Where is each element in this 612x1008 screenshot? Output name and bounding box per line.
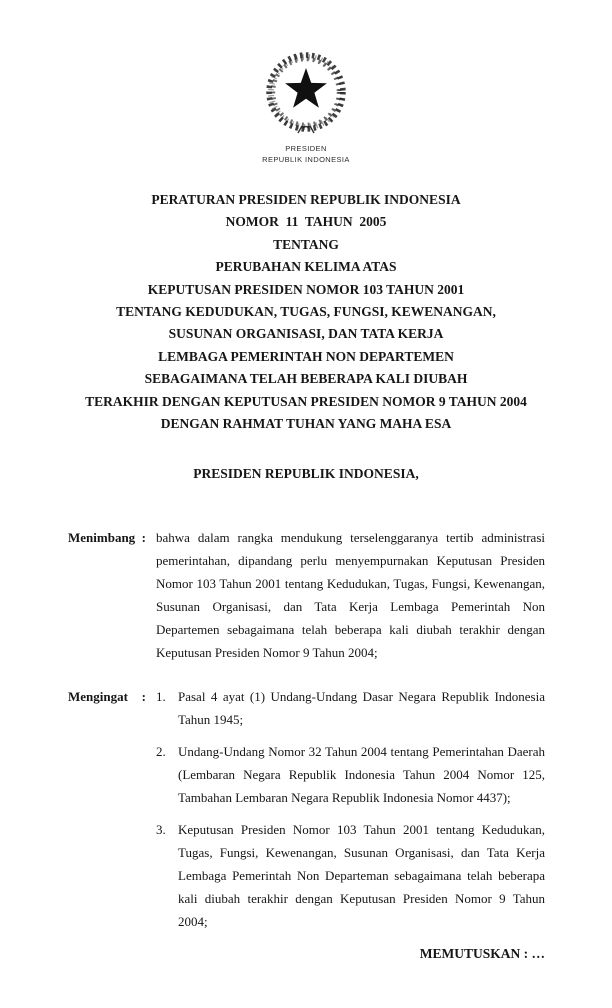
section-menimbang [68,526,545,664]
menimbang-paragraph: bahwa dalam rangka mendukung terselenggaranya tertib administrasi pemerintahan, dipandang perlu menyempurnakan Keputusan Presiden Nomor 103 Tahun 2001 tentang Kedudukan, Tugas, Fungsi, Kewenangan, Susunan Organisasi, dan Tata Kerja Lembaga Pemerintah Non Departemen sebagaimana telah beberapa kali diubah terakhir dengan Keputusan Presiden Nomor 9 Tahun 2004; [156,530,545,661]
letterhead-presiden-label: PRESIDEN [285,144,327,153]
title-line-lembaga: LEMBAGA PEMERINTAH NON DEPARTEMEN [158,348,454,364]
menimbang-content [156,526,545,664]
title-line-sebagaimana: SEBAGAIMANA TELAH BEBERAPA KALI DIUBAH [144,371,468,387]
title-line-keputusan: KEPUTUSAN PRESIDEN NOMOR 103 TAHUN 2001 [147,281,465,297]
title-line-kedudukan: TENTANG KEDUDUKAN, TUGAS, FUNGSI, KEWENANGAN, [116,304,496,320]
mengingat-colon: : [141,689,146,705]
memutuskan-line: MEMUTUSKAN : … [419,946,545,962]
salutation-line: PRESIDEN REPUBLIK INDONESIA, [193,466,419,482]
legal-basis-item [156,685,545,731]
item-number: 3. [156,822,166,838]
legal-basis-item [156,818,545,933]
title-line-perubahan: PERUBAHAN KELIMA ATAS [215,259,397,275]
title-line-rahmat: DENGAN RAHMAT TUHAN YANG MAHA ESA [160,416,452,432]
item-number: 2. [156,744,166,760]
menimbang-colon: : [141,530,146,546]
preamble-sections [68,526,545,933]
item-text: Undang-Undang Nomor 32 Tahun 2004 tentang Pemerintahan Daerah (Lembaran Negara Republik Indonesia Tahun 2004 Nomor 125, Tambahan Lembaran Negara Republik Indonesia Nomor 4437); [178,744,545,806]
regulation-title [0,189,612,435]
title-line-peraturan: PERATURAN PRESIDEN REPUBLIK INDONESIA [151,192,461,207]
menimbang-label-text: Menimbang [68,530,136,546]
legal-basis-item [156,740,545,809]
section-mengingat [68,685,545,933]
title-line-terakhir: TERAKHIR DENGAN KEPUTUSAN PRESIDEN NOMOR 9 TAHUN 2004 [85,393,527,409]
title-line-tentang: TENTANG [273,236,339,252]
mengingat-content [156,685,545,933]
item-text: Pasal 4 ayat (1) Undang-Undang Dasar Negara Republik Indonesia Tahun 1945; [178,689,545,728]
letterhead [0,0,612,165]
item-text: Keputusan Presiden Nomor 103 Tahun 2001 tentang Kedudukan, Tugas, Fungsi, Kewenangan, Susunan Organisasi, dan Tata Kerja Lembaga Pemerintah Non Departeman sebagaimana telah beberapa kali diubah terakhir dengan Keputusan Presiden Nomor 9 Tahun 2004; [178,822,545,930]
letterhead-republik-label: REPUBLIK INDONESIA [262,155,350,164]
menimbang-label [68,526,146,549]
item-number: 1. [156,689,166,705]
title-line-susunan: SUSUNAN ORGANISASI, DAN TATA KERJA [168,326,444,342]
star-wreath-presidential-seal-icon [261,52,351,140]
mengingat-label [68,685,146,708]
mengingat-label-text: Mengingat [68,689,128,705]
title-line-nomor: NOMOR 11 TAHUN 2005 [225,214,387,230]
